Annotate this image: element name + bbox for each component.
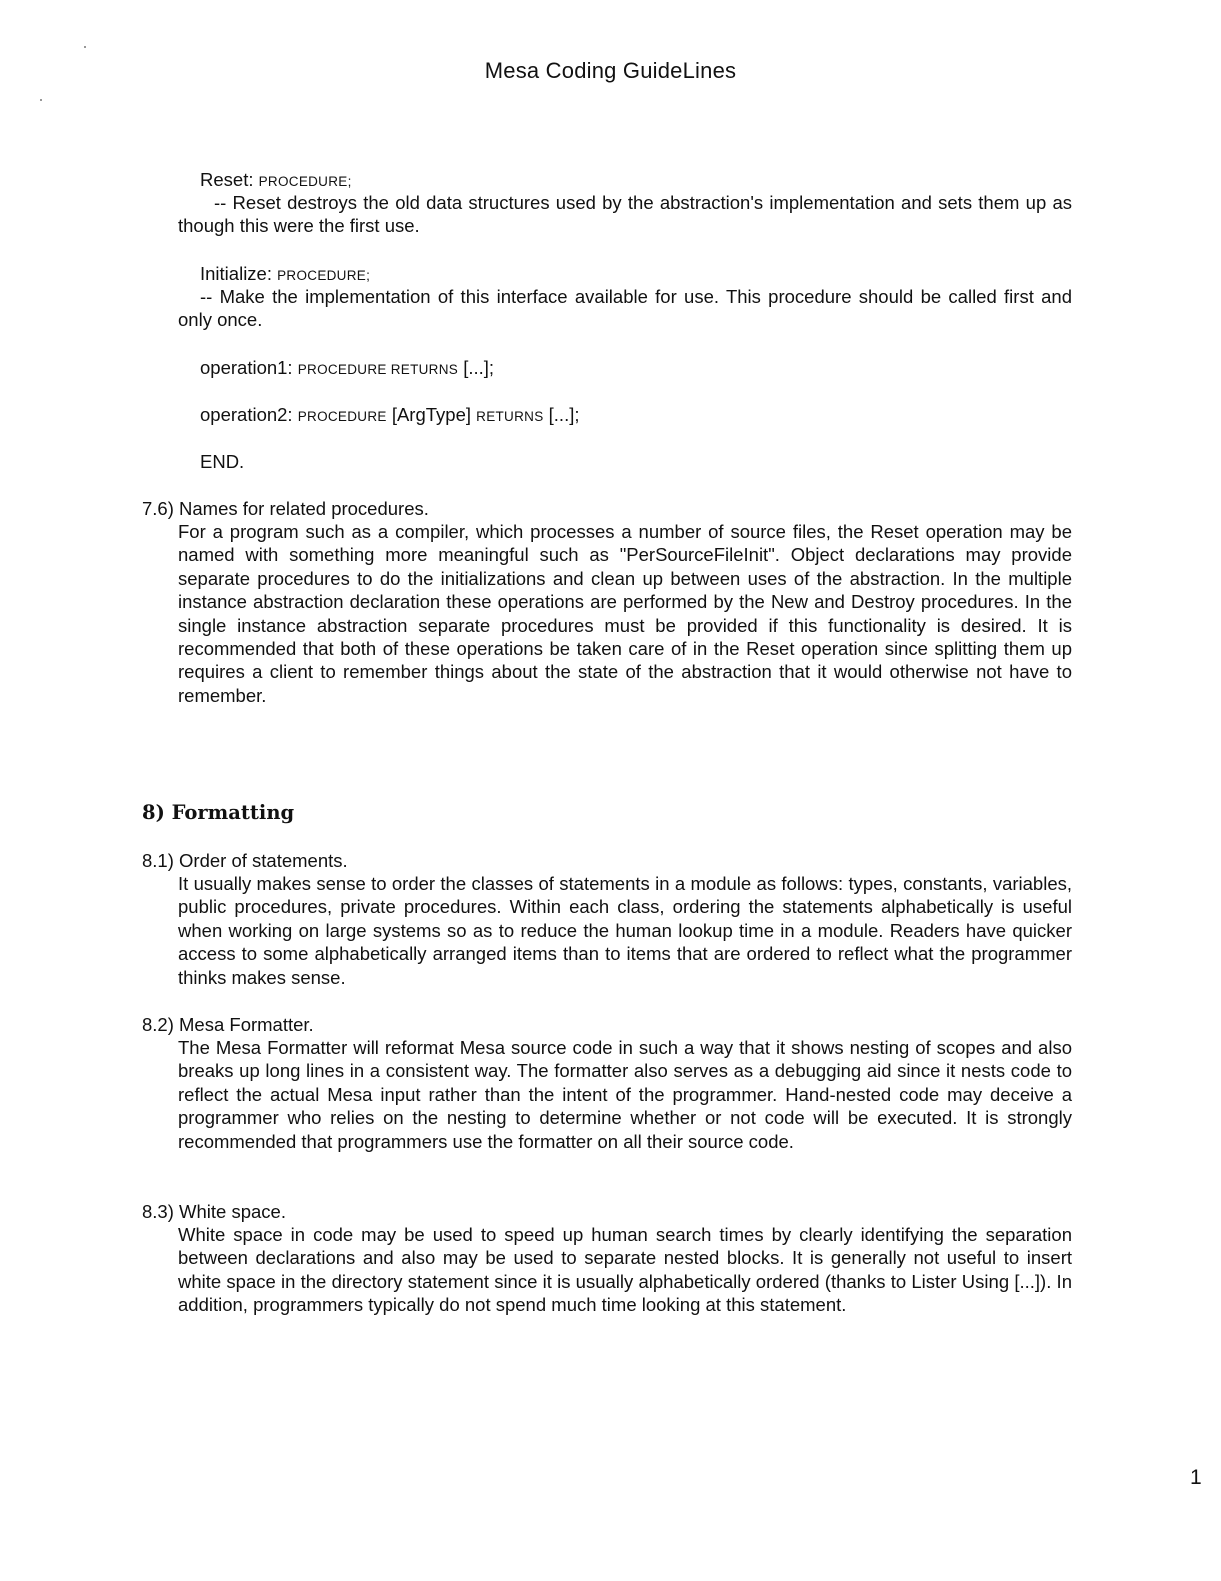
initialize-declaration xyxy=(200,262,370,287)
section-7-6-body: For a program such as a compiler, which processes a number of source files, the Reset operation may be named with something more meaningful such as "PerSourceFileInit". Object declarations may provide separate procedures to do the initializations and clean up between uses of the abstraction. In the multiple instance abstraction declaration these operations are performed by the New and Destroy procedures. In the single instance abstraction separate procedures must be provided if this functionality is desired. It is recommended that both of these operations be taken care of in the Reset operation since splitting them up requires a client to remember things about the state of the abstraction that it would otherwise not have to remember. xyxy=(178,521,1072,706)
scan-speck xyxy=(84,46,86,48)
reset-keyword: PROCEDURE; xyxy=(258,174,352,189)
operation2-declaration xyxy=(200,403,580,428)
page-title: Mesa Coding GuideLines xyxy=(484,58,737,83)
operation2-returns-keyword: RETURNS xyxy=(476,409,544,424)
initialize-keyword: PROCEDURE; xyxy=(277,268,371,283)
reset-declaration xyxy=(200,168,352,193)
section-8-3-body: White space in code may be used to speed up human search times by clearly identifying the separation between declarations and also may be used to separate nested blocks. It is generally not useful to insert white space in the directory statement since it is usually alphabetically ordered (thanks to Lister Using [...]). In addition, programmers typically do not spend much time looking at this statement. xyxy=(178,1224,1072,1316)
operation2-name: operation2: xyxy=(200,404,293,425)
operation2-arg: [ArgType] xyxy=(391,404,472,425)
section-8-heading: 8) Formatting xyxy=(142,801,295,824)
section-8-1-body: It usually makes sense to order the classes of statements in a module as follows: types, constants, variables, public procedures, private procedures. Within each class, ordering the statements alphabetically is useful when working on large systems so as to reduce the human lookup time in a module. Readers have quicker access to some alphabetically arranged items than to items that are ordered to reflect what the programmer thinks makes sense. xyxy=(178,873,1072,988)
section-8-1-heading: 8.1) Order of statements. xyxy=(142,850,348,871)
initialize-name: Initialize: xyxy=(200,263,272,284)
scan-speck xyxy=(40,99,42,101)
operation2-returns: [...]; xyxy=(548,404,580,425)
operation2-keyword: PROCEDURE xyxy=(297,409,387,424)
operation1-keyword: PROCEDURE RETURNS xyxy=(297,362,459,377)
operation1-declaration xyxy=(200,356,494,381)
operation1-name: operation1: xyxy=(200,357,293,378)
section-8-3-heading: 8.3) White space. xyxy=(142,1201,286,1222)
section-7-6-heading: 7.6) Names for related procedures. xyxy=(142,498,429,519)
reset-name: Reset: xyxy=(200,169,254,190)
section-8-2-body: The Mesa Formatter will reformat Mesa source code in such a way that it shows nesting of scopes and also breaks up long lines in a consistent way. The formatter also serves as a debugging aid since it nests code to reflect the actual Mesa input rather than the intent of the programmer. Hand-nested code may deceive a programmer who relies on the nesting to determine whether or not code will be executed. It is strongly recommended that programmers use the formatter on all their source code. xyxy=(178,1037,1072,1152)
page-number: 1 xyxy=(1190,1466,1202,1489)
operation1-returns: [...]; xyxy=(463,357,495,378)
section-8-2-heading: 8.2) Mesa Formatter. xyxy=(142,1014,314,1035)
initialize-comment: -- Make the implementation of this interface available for use. This procedure should be called first and only once. xyxy=(178,286,1072,331)
end-statement: END. xyxy=(200,451,245,472)
reset-comment: -- Reset destroys the old data structures used by the abstraction's implementation and sets them up as though this were the first use. xyxy=(178,192,1072,237)
